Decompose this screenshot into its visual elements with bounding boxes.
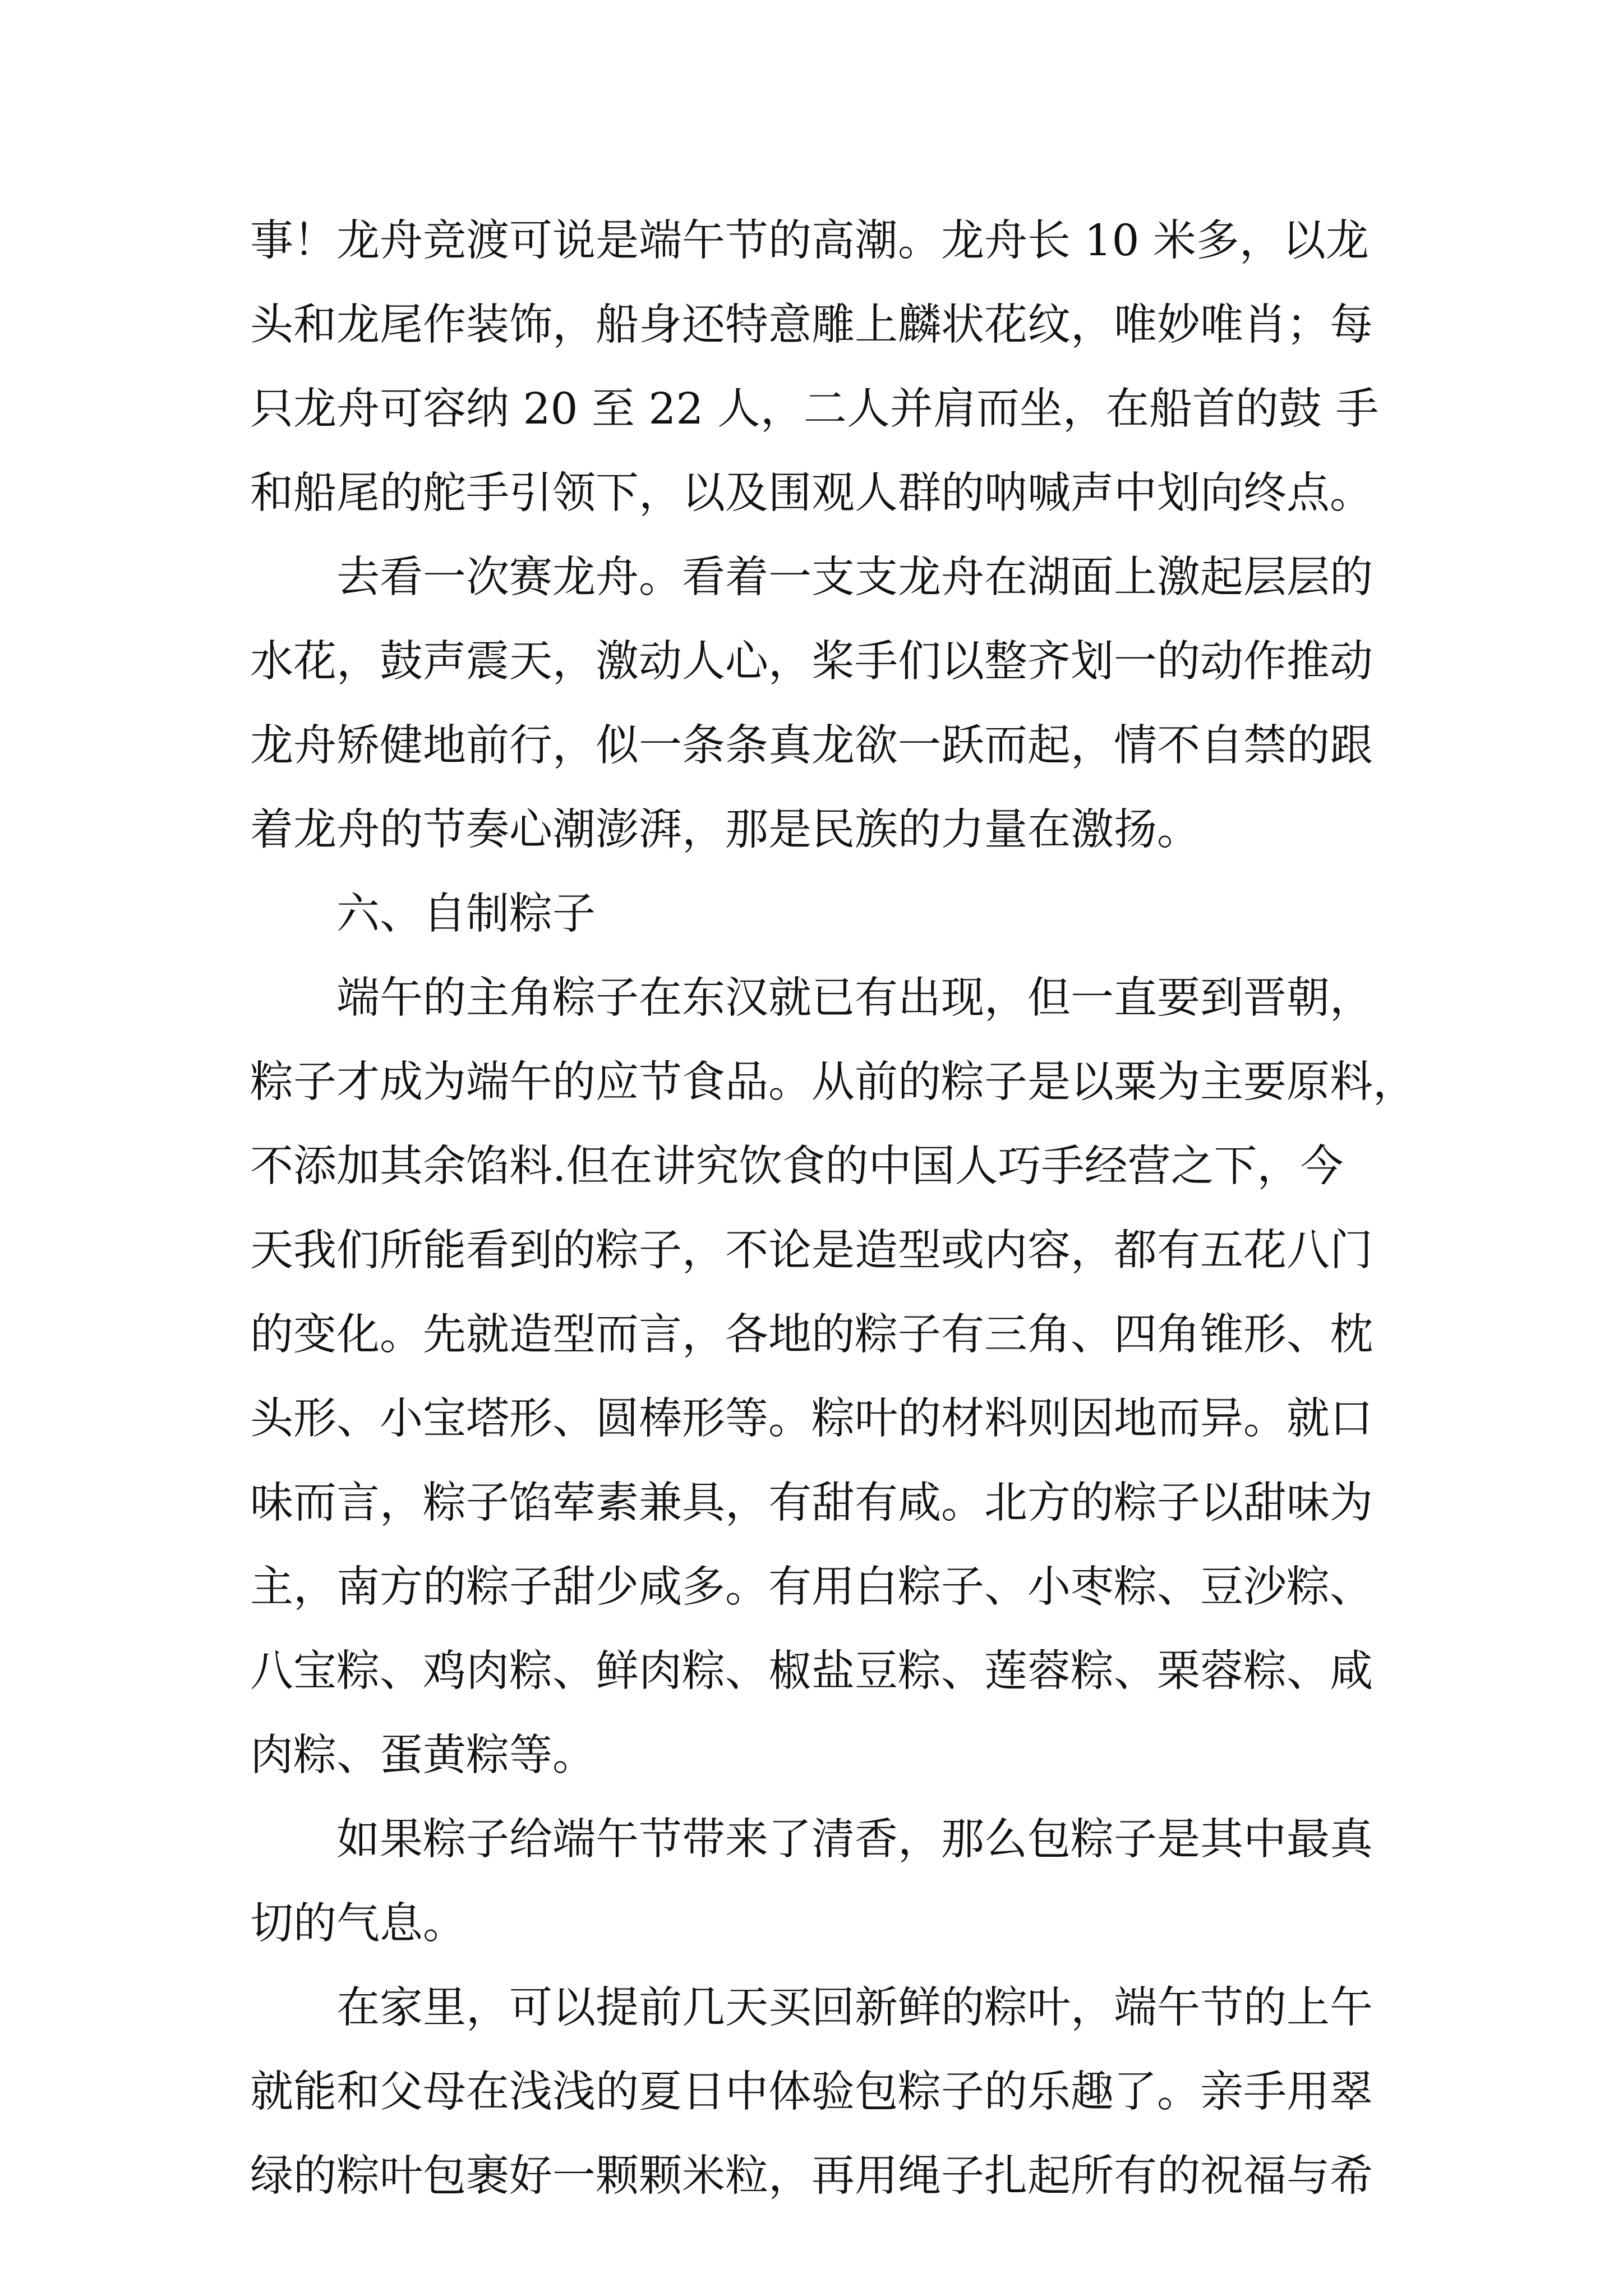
paragraph-first-line: 端午的主角粽子在东汉就已有出现，但一直要到晋朝， — [336, 973, 1373, 1023]
paragraph-first-line: 如果粽子给端午节带来了清香，那么包粽子是其中最真 — [336, 1815, 1373, 1865]
document-body — [250, 199, 1416, 2219]
text-line: 头形、小宝塔形、圆棒形等。粽叶的材料则因地而异。就口 — [250, 1394, 1373, 1444]
text-line: 和船尾的舵手引领下，以及围观人群的呐喊声中划向终点。 — [250, 468, 1373, 518]
paragraph-first-line: 去看一次赛龙舟。看着一支支龙舟在湖面上激起层层的 — [336, 553, 1373, 602]
paragraph-first-line: 在家里，可以提前几天买回新鲜的粽叶，端午节的上午 — [336, 1983, 1373, 2033]
text-line: 水花，鼓声震天，激动人心，桨手们以整齐划一的动作推动 — [250, 637, 1373, 687]
text-line: 肉粽、蛋黄粽等。 — [250, 1731, 596, 1780]
text-line: 主，南方的粽子甜少咸多。有用白粽子、小枣粽、豆沙粽、 — [250, 1562, 1373, 1612]
text-line: 就能和父母在浅浅的夏日中体验包粽子的乐趣了。亲手用翠 — [250, 2067, 1373, 2117]
text-line: 不添加其余馅料.但在讲究饮食的中国人巧手经营之下，今 — [250, 1142, 1344, 1191]
text-line: 八宝粽、鸡肉粽、鲜肉粽、椒盐豆粽、莲蓉粽、栗蓉粽、咸 — [250, 1646, 1373, 1696]
text-line: 事！龙舟竞渡可说是端午节的高潮。龙舟长 10 米多，以龙 — [250, 216, 1369, 266]
text-line: 龙舟矫健地前行，似一条条真龙欲一跃而起，情不自禁的跟 — [250, 721, 1373, 771]
text-line: 天我们所能看到的粽子，不论是造型或内容，都有五花八门 — [250, 1226, 1373, 1276]
text-line: 切的气息。 — [250, 1899, 466, 1949]
text-line: 头和龙尾作装饰，船身还特意雕上麟状花纹，唯妙唯肖；每 — [250, 300, 1373, 350]
text-line: 的变化。先就造型而言，各地的粽子有三角、四角锥形、枕 — [250, 1310, 1373, 1360]
text-line: 绿的粽叶包裹好一颗颗米粒，再用绳子扎起所有的祝福与希 — [250, 2151, 1373, 2201]
text-line: 只龙舟可容纳 20 至 22 人，二人并肩而坐，在船首的鼓 手 — [250, 384, 1379, 434]
text-line: 着龙舟的节奏心潮澎湃，那是民族的力量在激扬。 — [250, 805, 1200, 855]
text-line: 粽子才成为端午的应节食品。从前的粽子是以粟为主要原料， — [250, 1057, 1416, 1107]
section-heading: 六、自制粽子 — [336, 889, 596, 939]
text-line: 味而言，粽子馅荤素兼具，有甜有咸。北方的粽子以甜味为 — [250, 1478, 1373, 1528]
